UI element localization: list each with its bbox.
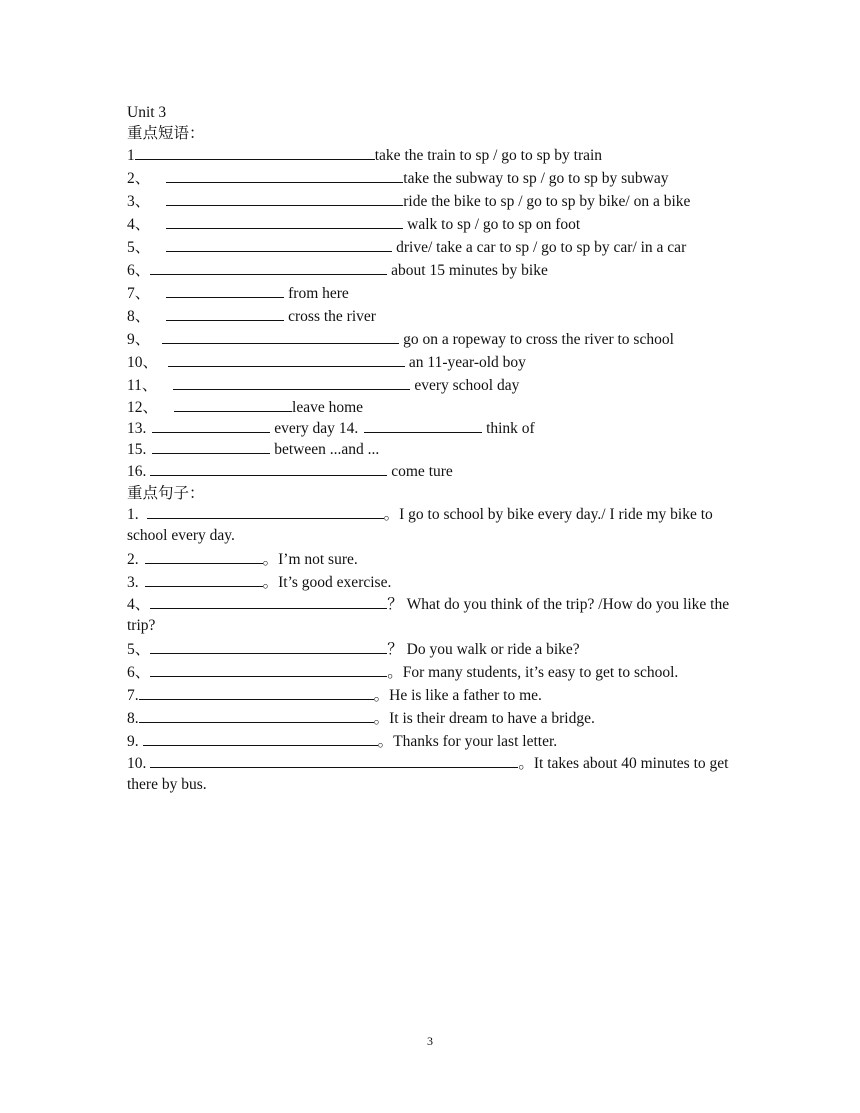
answer-blank[interactable]	[150, 595, 387, 609]
phrase-item: 6、 about 15 minutes by bike	[127, 262, 548, 279]
answer-blank[interactable]	[152, 440, 270, 454]
unit-title: Unit 3	[127, 104, 167, 121]
phrase-item: 15. between ...and ...	[127, 441, 380, 458]
answer-blank[interactable]	[166, 238, 392, 252]
answer-blank[interactable]	[150, 462, 387, 476]
phrase-item: 3、 ride the bike to sp / go to sp by bike/ on a bike	[127, 193, 691, 210]
phrase-item: 8、 cross the river	[127, 308, 376, 325]
answer-blank[interactable]	[150, 261, 387, 275]
phrase-item: 7、 from here	[127, 285, 349, 302]
answer-blank[interactable]	[166, 169, 403, 183]
answer-blank[interactable]	[166, 307, 284, 321]
sentence-item: 5、 ？ Do you walk or ride a bike?	[127, 641, 580, 658]
answer-blank[interactable]	[150, 663, 387, 677]
answer-blank[interactable]	[166, 215, 403, 229]
page-number: 3	[427, 1034, 433, 1048]
answer-blank[interactable]	[143, 732, 378, 746]
phrase-item: 13. every day 14. think of	[127, 420, 535, 437]
answer-blank[interactable]	[147, 505, 384, 519]
phrase-item: 2、 take the subway to sp / go to sp by subway	[127, 170, 669, 187]
answer-blank[interactable]	[173, 376, 410, 390]
answer-blank[interactable]	[174, 398, 292, 412]
answer-blank[interactable]	[150, 640, 387, 654]
phrase-item: 1 take the train to sp / go to sp by train	[127, 147, 603, 164]
sentence-item: 4、 ？ What do you think of the trip? /How do you like the trip?	[127, 596, 730, 634]
answer-blank[interactable]	[364, 419, 482, 433]
answer-blank[interactable]	[139, 686, 374, 700]
answer-blank[interactable]	[166, 284, 284, 298]
answer-blank[interactable]	[168, 353, 405, 367]
phrases-heading: 重点短语：	[127, 125, 205, 142]
phrase-item: 10、 an 11-year-old boy	[127, 354, 526, 371]
sentence-item: 9. 。Thanks for your last letter.	[127, 733, 558, 750]
sentence-item: 10. 。It takes about 40 minutes to get there by bus.	[127, 755, 729, 793]
sentence-item: 2. 。I’m not sure.	[127, 551, 358, 568]
answer-blank[interactable]	[145, 550, 263, 564]
sentence-item: 3. 。It’s good exercise.	[127, 574, 392, 591]
phrase-item: 4、 walk to sp / go to sp on foot	[127, 216, 581, 233]
answer-blank[interactable]	[150, 754, 518, 768]
phrase-item: 5、 drive/ take a car to sp / go to sp by car/ in a car	[127, 239, 687, 256]
answer-blank[interactable]	[162, 330, 399, 344]
worksheet-content	[127, 102, 737, 797]
answer-blank[interactable]	[152, 419, 270, 433]
phrase-item: 16. come ture	[127, 463, 453, 480]
phrase-item: 11、 every school day	[127, 377, 520, 394]
sentence-item: 1. 。I go to school by bike every day./ I ride my bike to school every day.	[127, 506, 713, 544]
sentence-item: 7. 。He is like a father to me.	[127, 687, 542, 704]
answer-blank[interactable]	[135, 146, 375, 160]
sentence-item: 8. 。It is their dream to have a bridge.	[127, 710, 595, 727]
sentence-item: 6、 。For many students, it’s easy to get to school.	[127, 664, 679, 681]
phrase-item: 9、 go on a ropeway to cross the river to school	[127, 331, 674, 348]
answer-blank[interactable]	[166, 192, 403, 206]
answer-blank[interactable]	[145, 573, 263, 587]
phrase-item: 12、 leave home	[127, 399, 364, 416]
sentences-heading: 重点句子：	[127, 485, 205, 502]
answer-blank[interactable]	[139, 709, 374, 723]
